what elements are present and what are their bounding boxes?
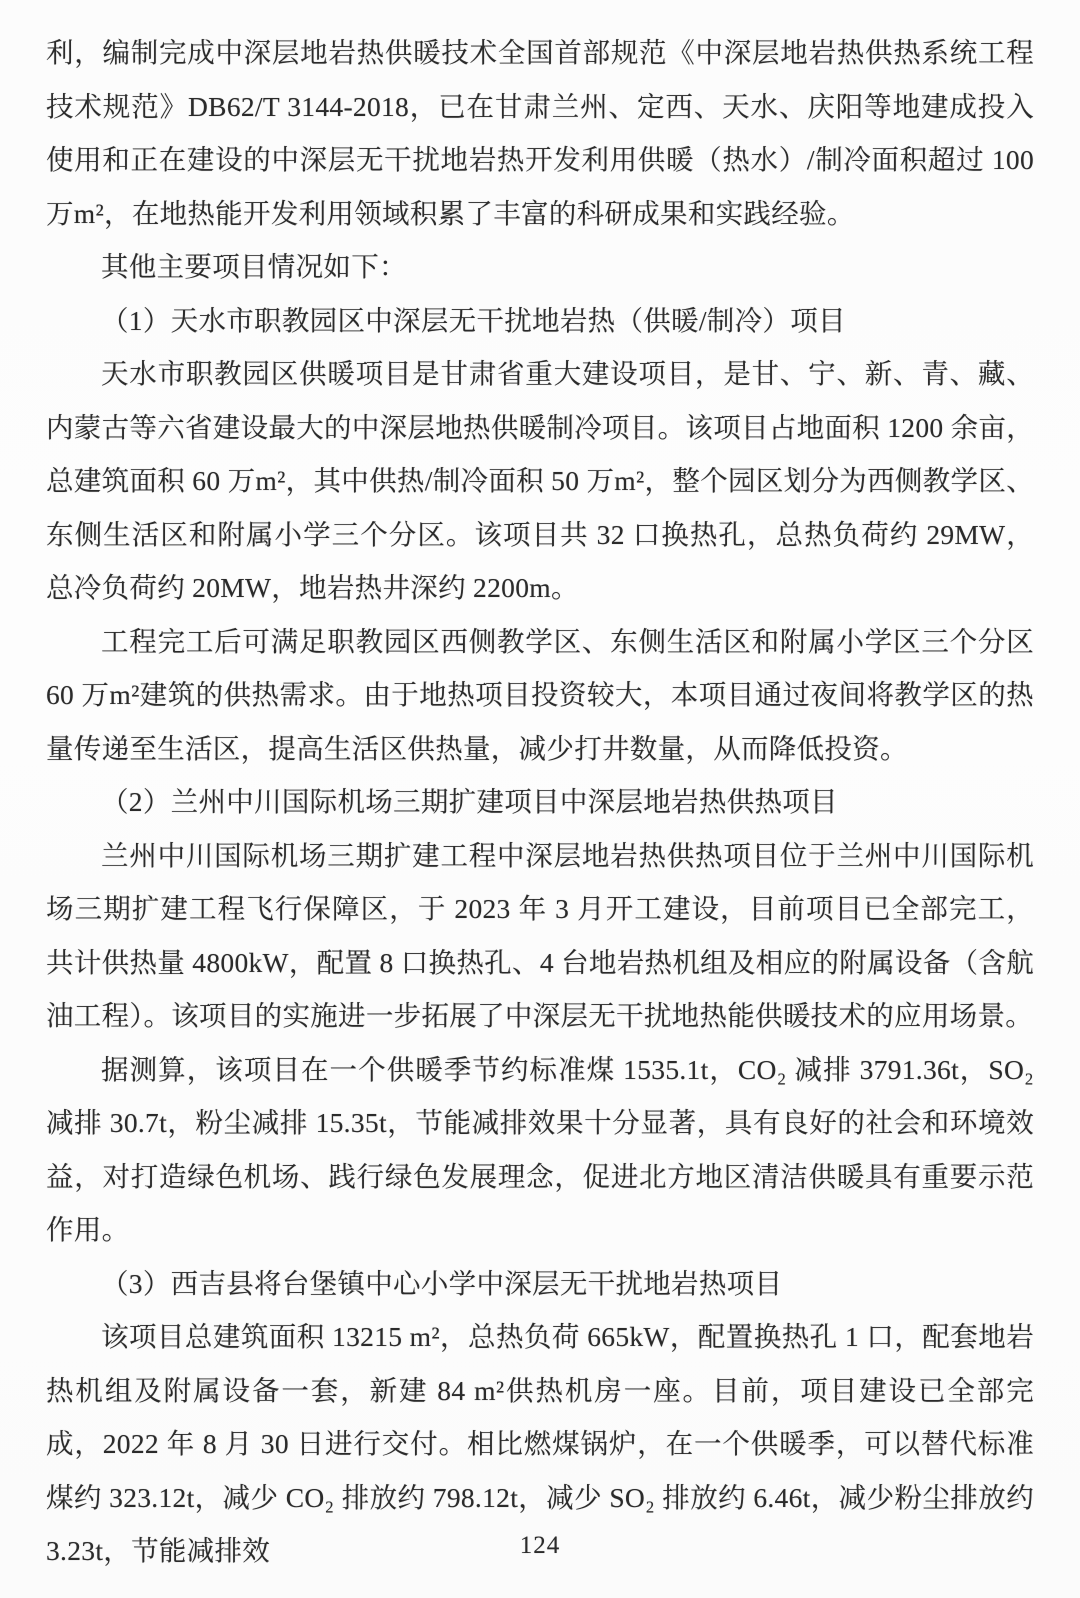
paragraph-project-2-emissions: 据测算，该项目在一个供暖季节约标准煤 1535.1t，CO₂ 减排 3791.36t，SO₂ 减排 30.7t，粉尘减排 15.35t，节能减排效果十分显著，具有良好的社会和环境效益，对打造绿色机场、践行绿色发展理念，促进北方地区清洁供暖具有重要示范作用。 xyxy=(46,1053,1034,1245)
paragraph-continuation: 利，编制完成中深层地岩热供暖技术全国首部规范《中深层地岩热供热系统工程技术规范》DB62/T 3144-2018，已在甘肃兰州、定西、天水、庆阳等地建成投入使用和正在建设的中深层无干扰地岩热开发利用供暖（热水）/制冷面积超过 100 万m²，在地热能开发利用领域积累了丰富的科研成果和实践经验。 xyxy=(46,37,1034,229)
paragraph-project-3-overview: 该项目总建筑面积 13215 m²，总热负荷 665kW，配置换热孔 1 口，配套地岩热机组及附属设备一套，新建 84 m²供热机房一座。目前，项目建设已全部完成，2022 年 8 月 30 日进行交付。相比燃煤锅炉，在一个供暖季，可以替代标准煤约 323.12t，减少 CO₂ 排放约 798.12t，减少 SO₂ 排放约 6.46t，减少粉尘排放约 3.23t，节能减排效 xyxy=(46,1321,1034,1566)
heading-project-2: （2）兰州中川国际机场三期扩建项目中深层地岩热供热项目 xyxy=(101,786,838,817)
heading-project-3: （3）西吉县将台堡镇中心小学中深层无干扰地岩热项目 xyxy=(101,1267,783,1299)
paragraph-other-projects-intro: 其他主要项目情况如下： xyxy=(101,251,407,282)
page-number: 124 xyxy=(519,1532,561,1559)
paragraph-project-1-overview: 天水市职教园区供暖项目是甘肃省重大建设项目，是甘、宁、新、青、藏、内蒙古等六省建设最大的中深层地热供暖制冷项目。该项目占地面积 1200 余亩，总建筑面积 60 万m²，其中供热/制冷面积 50 万m²，整个园区划分为西侧教学区、东侧生活区和附属小学三个分区。该项目共 32 口换热孔，总热负荷约 29MW，总冷负荷约 20MW，地岩热井深约 2200m。 xyxy=(46,358,1034,603)
paragraph-project-2-overview: 兰州中川国际机场三期扩建工程中深层地岩热供热项目位于兰州中川国际机场三期扩建工程飞行保障区，于 2023 年 3 月开工建设，目前项目已全部完工，共计供热量 4800kW，配置 8 口换热孔、4 台地岩热机组及相应的附属设备（含航油工程）。该项目的实施进一步拓展了中深层无干扰地热能供暖技术的应用场景。 xyxy=(46,839,1034,1031)
page-footer xyxy=(0,1532,1080,1560)
heading-project-1: （1）天水市职教园区中深层无干扰地岩热（供暖/制冷）项目 xyxy=(101,304,846,336)
page-content xyxy=(46,26,1034,1578)
paragraph-project-1-benefits: 工程完工后可满足职教园区西侧教学区、东侧生活区和附属小学区三个分区 60 万m²建筑的供热需求。由于地热项目投资较大，本项目通过夜间将教学区的热量传递至生活区，提高生活区供热量，减少打井数量，从而降低投资。 xyxy=(46,625,1034,764)
